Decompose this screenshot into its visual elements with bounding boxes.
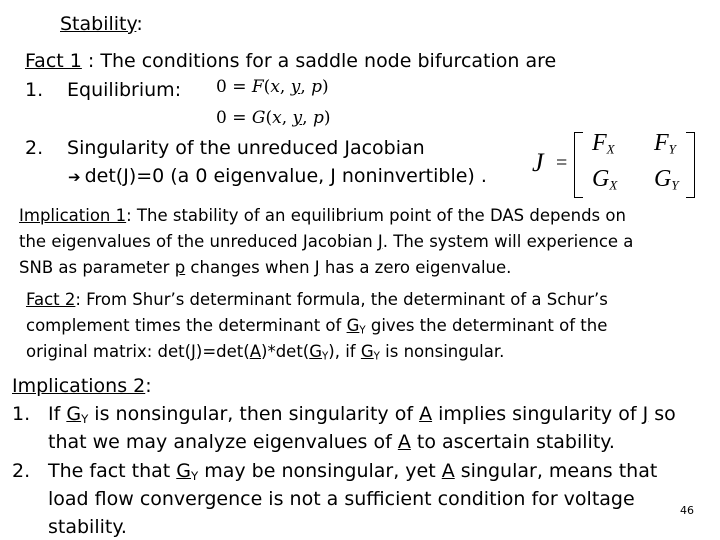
- title-label: Stability: [60, 13, 137, 35]
- eq-open: (: [265, 108, 273, 128]
- implications2-item2-line3: stability.: [48, 516, 127, 538]
- item-text: Equilibrium:: [67, 79, 182, 101]
- title-colon: :: [136, 13, 143, 35]
- matrix-cell-fx: $F_X$: [592, 130, 615, 157]
- jacobian-equals: =: [556, 152, 568, 174]
- matrix-cell-gy: $G_Y$: [654, 166, 679, 193]
- implications2-item2-line2: load flow convergence is not a sufficient condition for voltage: [48, 488, 635, 510]
- item-text: Singularity of the unreduced Jacobian: [67, 137, 425, 159]
- item-number: 1.: [25, 79, 44, 101]
- equation-f: [216, 77, 329, 97]
- right-arrow-icon: ➔: [68, 168, 81, 186]
- fact1-label: Fact 1: [25, 50, 82, 72]
- eq-lhs: 0 =: [216, 108, 252, 128]
- matrix-left-bracket: [574, 132, 583, 198]
- fact1-heading: [25, 50, 556, 72]
- implication1-line3: SNB as parameter p changes when J has a zero eigenvalue.: [19, 258, 512, 277]
- fact2-line1: [26, 290, 608, 309]
- eq-comma: ,: [300, 77, 312, 97]
- fact2-text: : From Shur’s determinant formula, the determinant of a Schur’s: [75, 290, 608, 309]
- eq-close: ): [323, 108, 331, 128]
- implications2-heading: Implications 2:: [12, 375, 152, 397]
- eq-close: ): [322, 77, 329, 97]
- eq-lhs: 0 =: [216, 77, 252, 97]
- implication1-line2: the eigenvalues of the unreduced Jacobian J. The system will experience a: [19, 232, 634, 251]
- equation-g: [216, 108, 330, 128]
- det-j: J: [123, 165, 129, 187]
- page-number: 46: [680, 504, 694, 517]
- implications2-item2-line1: 2. The fact that $G_Y$ may be nonsingular, yet A singular, means that: [12, 460, 658, 483]
- implication1-text: : The stability of an equilibrium point of the DAS depends on: [126, 206, 626, 225]
- fact1-item-2: [25, 137, 425, 159]
- slide-title: [60, 13, 143, 35]
- matrix-right-bracket: [686, 132, 695, 198]
- matrix-cell-gx: $G_X$: [592, 166, 618, 193]
- eq-x: x: [270, 77, 280, 97]
- fact2-line2: complement times the determinant of $G_Y$ gives the determinant of the: [26, 316, 608, 337]
- fact2-label: Fact 2: [26, 290, 76, 309]
- eq-p: p: [311, 77, 323, 97]
- eq-comma: ,: [279, 77, 291, 97]
- implications2-item1-line2: that we may analyze eigenvalues of A to ascertain stability.: [48, 431, 615, 453]
- eq-open: (: [263, 77, 271, 97]
- fact1-text: : The conditions for a saddle node bifurcation are: [81, 50, 557, 72]
- det-text: noninvertible) .: [335, 165, 487, 187]
- eq-p: p: [312, 108, 324, 128]
- item-number: 2.: [12, 460, 31, 482]
- fact2-line3: original matrix: $\det(J)=\det(A)*\det(G_Y)$, if $G_Y$ is nonsingular.: [26, 342, 505, 363]
- jacobian-matrix: [532, 130, 700, 200]
- det-text: det(: [84, 165, 124, 187]
- eq-y: y: [292, 108, 303, 128]
- det-line: [68, 165, 487, 187]
- jacobian-symbol: J: [532, 148, 544, 177]
- eq-fn: G: [251, 108, 266, 128]
- implications2-label: Implications 2: [12, 375, 146, 397]
- eq-comma: ,: [281, 108, 293, 128]
- eq-y: y: [290, 77, 301, 97]
- eq-comma: ,: [302, 108, 313, 128]
- item-number: 1.: [12, 403, 31, 425]
- det-j: J: [330, 165, 336, 187]
- eq-x: x: [272, 108, 282, 128]
- implication1-line1: [19, 206, 626, 225]
- fact1-item-1: [25, 79, 181, 101]
- implications2-item1-line1: 1. If $G_Y$ is nonsingular, then singularity of A implies singularity of J so: [12, 403, 676, 426]
- det-text: )=0 (a 0 eigenvalue,: [128, 165, 331, 187]
- item-number: 2.: [25, 137, 44, 159]
- eq-fn: F: [251, 77, 264, 97]
- matrix-cell-fy: $F_Y$: [654, 130, 676, 157]
- implication1-label: Implication 1: [19, 206, 127, 225]
